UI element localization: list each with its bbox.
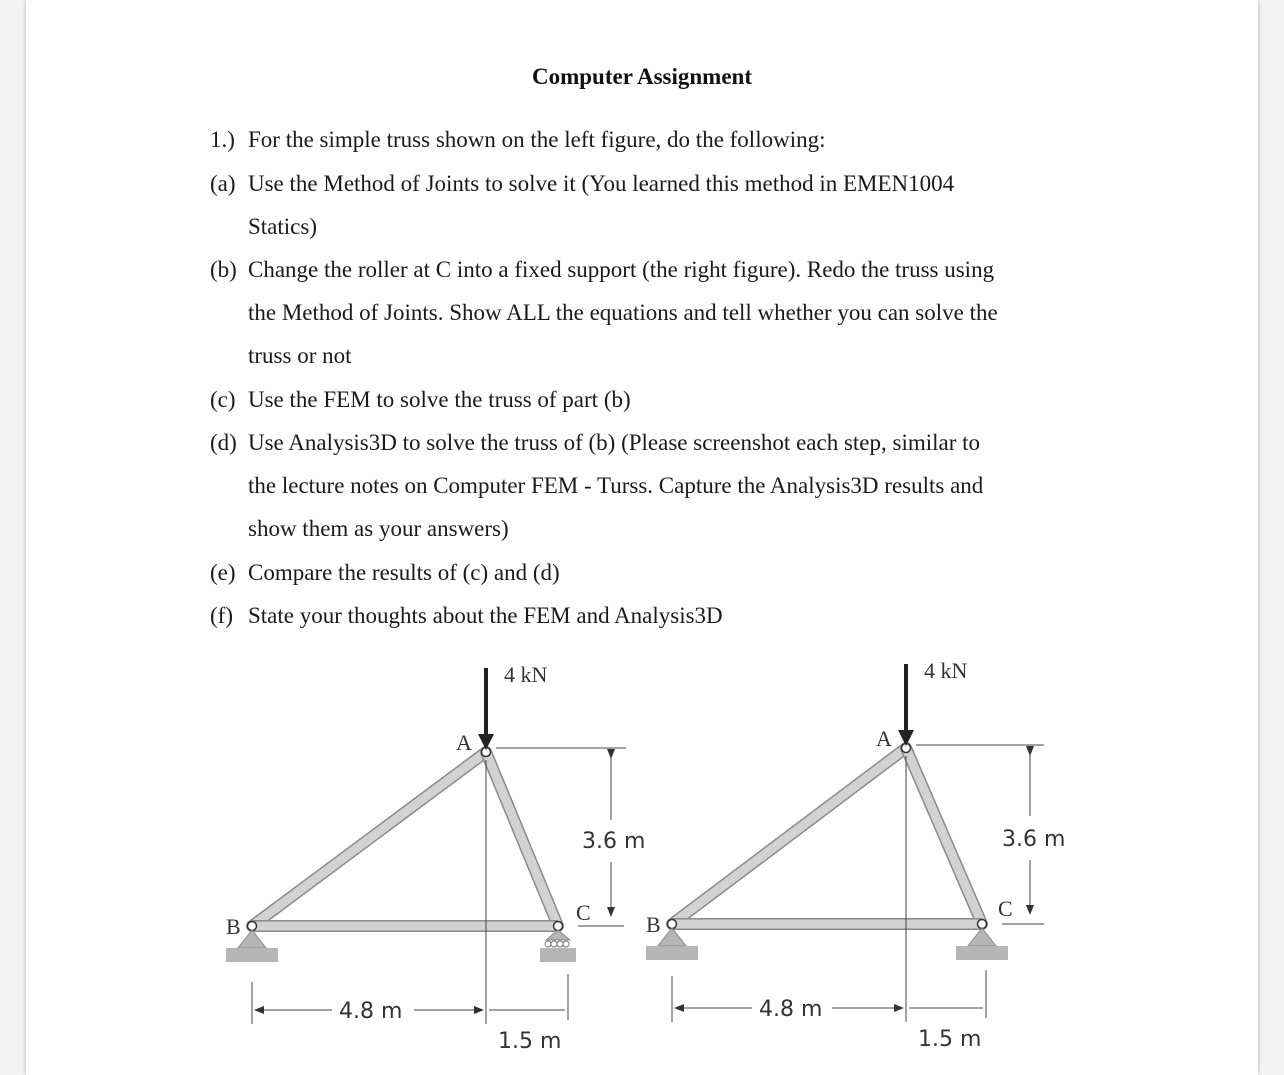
truss-figures bbox=[26, 0, 1258, 1075]
left-label-a: A bbox=[456, 730, 472, 755]
right-height-label: 3.6 m bbox=[1002, 827, 1066, 852]
document-page bbox=[26, 0, 1258, 1075]
right-joint-c bbox=[978, 920, 987, 929]
item-b-text-3: truss or not bbox=[248, 343, 352, 368]
item-a-label: (a) bbox=[210, 171, 236, 196]
right-span2-label: 1.5 m bbox=[918, 1027, 982, 1052]
item-b-text-1: Change the roller at C into a fixed support (the right figure). Redo the truss using bbox=[248, 257, 995, 282]
item-d-label: (d) bbox=[210, 430, 237, 455]
document-title: Computer Assignment bbox=[531, 64, 752, 89]
right-truss-figure bbox=[646, 658, 1065, 1052]
left-label-c: C bbox=[576, 900, 591, 925]
item-1-text: For the simple truss shown on the left figure, do the following: bbox=[248, 127, 826, 152]
item-b-text-2: the Method of Joints. Show ALL the equations and tell whether you can solve the bbox=[248, 300, 998, 325]
item-c-label: (c) bbox=[210, 387, 236, 412]
right-joint-b bbox=[668, 920, 677, 929]
left-height-label: 3.6 m bbox=[582, 829, 646, 854]
right-load-label: 4 kN bbox=[924, 658, 968, 683]
item-d-text-2: the lecture notes on Computer FEM - Turss. Capture the Analysis3D results and bbox=[248, 473, 984, 498]
right-pin-support-c bbox=[956, 928, 1008, 960]
item-e-label: (e) bbox=[210, 560, 236, 585]
item-f-label: (f) bbox=[210, 603, 233, 628]
right-label-c: C bbox=[998, 896, 1013, 921]
left-truss-figure bbox=[226, 662, 645, 1054]
item-d-text-3: show them as your answers) bbox=[248, 516, 509, 541]
left-roller-support-c bbox=[540, 930, 576, 962]
item-e-text: Compare the results of (c) and (d) bbox=[248, 560, 560, 585]
right-members bbox=[672, 748, 982, 924]
left-joint-c bbox=[554, 922, 563, 931]
left-joint-b bbox=[248, 922, 257, 931]
left-span2-label: 1.5 m bbox=[498, 1029, 562, 1054]
left-load-label: 4 kN bbox=[504, 662, 548, 687]
item-d-text-1: Use Analysis3D to solve the truss of (b) (Please screenshot each step, similar to bbox=[248, 430, 981, 455]
right-span1-label: 4.8 m bbox=[759, 997, 823, 1022]
item-f-text: State your thoughts about the FEM and Analysis3D bbox=[248, 603, 723, 628]
item-1-label: 1.) bbox=[210, 127, 235, 152]
left-label-b: B bbox=[226, 914, 241, 939]
right-label-b: B bbox=[646, 912, 661, 937]
item-a-text-2: Statics) bbox=[248, 214, 317, 239]
item-c-text: Use the FEM to solve the truss of part (b) bbox=[248, 387, 631, 412]
item-a-text-1: Use the Method of Joints to solve it (You learned this method in EMEN1004 bbox=[248, 171, 955, 196]
left-span1-label: 4.8 m bbox=[339, 999, 403, 1024]
left-members bbox=[252, 752, 558, 926]
right-label-a: A bbox=[876, 726, 892, 751]
item-b-label: (b) bbox=[210, 257, 237, 282]
